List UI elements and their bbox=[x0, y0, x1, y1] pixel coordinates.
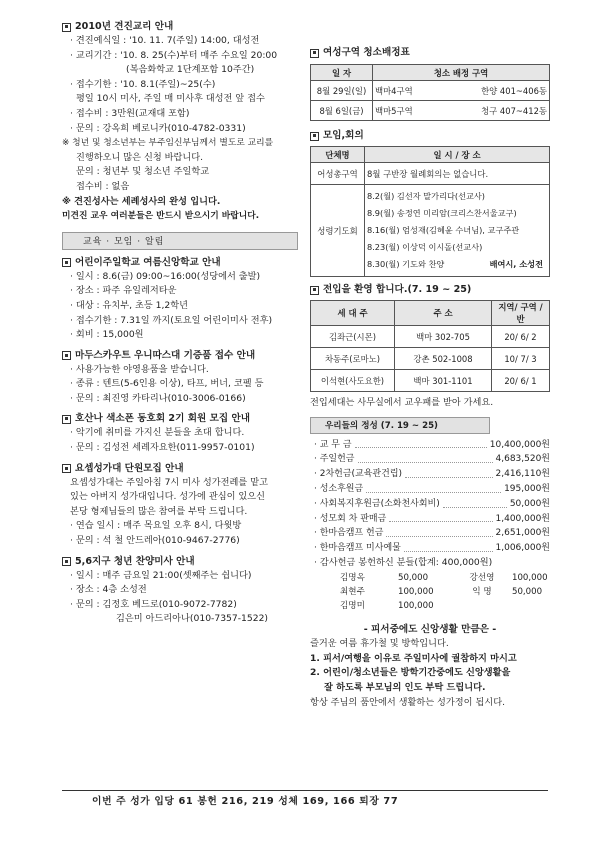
confirmation-line: ※ 청년 및 청소년부는 부주임신부님께서 별도로 교리를 bbox=[62, 138, 274, 149]
offering-row bbox=[310, 497, 550, 512]
offering-label: · 한마음캠프 미사예물 bbox=[314, 543, 401, 554]
welcome-title bbox=[310, 283, 550, 297]
table-header: 청소 배정 구역 bbox=[373, 65, 550, 81]
offering-label: · 한마음캠프 헌금 bbox=[314, 528, 384, 539]
scout-title bbox=[62, 349, 298, 363]
meetings-title bbox=[310, 129, 550, 143]
offering-label: · 2차헌금(교육관건립) bbox=[314, 469, 403, 480]
confirmation-note: ※ 견진성사는 세례성사의 완성 입니다. bbox=[62, 195, 221, 207]
confirmation-line: (복음화학교 1단계포함 10주간) bbox=[126, 64, 255, 76]
donor-amount: 50,000 bbox=[398, 572, 429, 583]
kids-camp-line: · 접수기한 : 7.31일 까지(토요일 어린이미사 전후) bbox=[70, 314, 273, 326]
table-header: 일 시 / 장 소 bbox=[365, 147, 550, 163]
square-bullet-icon bbox=[62, 464, 71, 473]
table-cell: 백마4구역 bbox=[373, 81, 439, 101]
table-cell: 어성총구역 bbox=[311, 163, 365, 185]
vacation-item: 1. 피서/여행을 이유로 주일미사에 궐참하지 마시고 bbox=[310, 652, 517, 664]
table-cell: 청구 407~412동 bbox=[439, 101, 550, 121]
table-header: 지역/ 구역 / 반 bbox=[492, 301, 550, 326]
schedule-item: 8.16(월) 엄성재(김혜윤 수녀님), 교구주관 bbox=[367, 225, 520, 235]
offering-amount: 10,400,000원 bbox=[489, 439, 550, 450]
youth-line: · 일시 : 매주 금요일 21:00(셋째주는 쉽니다) bbox=[70, 569, 252, 581]
table-cell: 8월 구반장 월례회의는 없습니다. bbox=[365, 163, 550, 185]
choir-line: 있는 아버지 성가대입니다. 성가에 관심이 있으신 bbox=[70, 491, 266, 503]
offering-amount: 195,000원 bbox=[504, 483, 550, 494]
table-header: 주 소 bbox=[395, 301, 492, 326]
offering-amount: 4,683,520원 bbox=[495, 454, 550, 465]
table-header: 세 대 주 bbox=[311, 301, 395, 326]
offering-row bbox=[310, 467, 550, 482]
confirmation-line: · 견진예식일 : '10. 11. 7(주일) 14:00, 대성전 bbox=[70, 35, 260, 46]
vacation-closing: 항상 주님의 품안에서 생활하는 성가정이 됩시다. bbox=[310, 696, 506, 708]
square-bullet-icon bbox=[310, 132, 319, 141]
table-header: 단체명 bbox=[311, 147, 365, 163]
offering-label: · 주일헌금 bbox=[314, 454, 355, 465]
confirmation-line: · 문의 : 강옥희 베로니카(010-4782-0331) bbox=[70, 122, 246, 134]
offering-row bbox=[310, 512, 550, 527]
table-cell: 백마5구역 bbox=[373, 101, 439, 121]
offering-row bbox=[310, 452, 550, 467]
donor-amount bbox=[512, 599, 568, 613]
sax-title-text: 호산나 색소폰 동호회 2기 회원 모집 안내 bbox=[75, 413, 250, 425]
offering-row bbox=[310, 438, 550, 453]
table-cell: 강촌 502-1008 bbox=[395, 348, 492, 370]
donor-name: 강선영 bbox=[469, 572, 495, 583]
schedule-last-row bbox=[367, 256, 547, 273]
donor-name: 김명미 bbox=[340, 600, 365, 611]
choir-line: · 문의 : 석 철 안드레아(010-9467-2776) bbox=[70, 535, 240, 547]
choir-title-text: 요셉성가대 단원모집 안내 bbox=[75, 462, 184, 474]
dot-leader bbox=[405, 467, 492, 478]
welcome-table bbox=[310, 300, 550, 392]
donor-amount: 50,000 bbox=[512, 586, 543, 597]
youth-title bbox=[62, 555, 298, 569]
choir-title bbox=[62, 462, 298, 476]
scout-title-text: 마두스카우트 우니따스대 기증품 접수 안내 bbox=[75, 349, 256, 361]
kids-camp-title bbox=[62, 256, 298, 270]
table-cell: 이석현(사도요한) bbox=[311, 370, 395, 392]
kids-camp-line: · 대상 : 유치부, 초등 1,2학년 bbox=[70, 299, 189, 311]
table-cell: 8월 29일(일) bbox=[311, 81, 373, 101]
table-cell: 8월 6일(금) bbox=[311, 101, 373, 121]
confirmation-line: 평일 10시 미사, 주일 매 미사후 대성전 앞 접수 bbox=[76, 93, 265, 105]
dot-leader bbox=[386, 526, 492, 537]
donor-name: 김명옥 bbox=[340, 572, 365, 583]
offerings-band: 우리들의 정성 (7. 19 ~ 25) bbox=[310, 417, 490, 434]
table-cell: 20/ 6/ 1 bbox=[492, 370, 550, 392]
vacation-item: 잘 하도록 부모님의 인도 부탁 드립니다. bbox=[324, 681, 486, 693]
schedule-item: 8.2(월) 김선자 말가리다(선교사) bbox=[367, 191, 486, 201]
confirmation-line: · 교리기간 : '10. 8. 25(수)부터 매주 수요일 20:00 bbox=[70, 49, 278, 61]
offering-label: · 성모회 차 판매금 bbox=[314, 513, 387, 524]
choir-line: · 연습 일시 : 매주 목요일 오후 8시, 다윗방 bbox=[70, 520, 242, 532]
scout-line: · 사용가능한 야영용품을 받습니다. bbox=[70, 363, 209, 375]
schedule-item: 8.30(월) 기도와 찬양 bbox=[367, 259, 445, 269]
confirmation-line: · 접수비 : 3만원(교재대 포함) bbox=[70, 107, 190, 119]
offering-row bbox=[310, 541, 550, 556]
table-cell: 한양 401~406동 bbox=[439, 81, 550, 101]
kids-camp-line: · 회비 : 15,000원 bbox=[70, 329, 144, 341]
kids-camp-line: · 장소 : 파주 유일레저타운 bbox=[70, 285, 177, 297]
offering-label: · 사회복지후원금(소화천사회비) bbox=[314, 498, 440, 509]
offering-amount: 1,006,000원 bbox=[495, 543, 550, 554]
donor-amount: 100,000 bbox=[512, 572, 548, 583]
square-bullet-icon bbox=[62, 557, 71, 566]
dot-leader bbox=[355, 438, 487, 449]
confirmation-line: 문의 : 청년부 및 청소년 주일학교 bbox=[76, 166, 210, 178]
donor-grid bbox=[310, 571, 550, 613]
vacation-intro: 즐거운 여름 휴가철 및 방학입니다. bbox=[310, 638, 449, 650]
offering-amount: 2,651,000원 bbox=[495, 528, 550, 539]
offering-amount: 50,000원 bbox=[509, 498, 550, 509]
dot-leader bbox=[404, 541, 493, 552]
confirmation-line: 진행하오니 많은 신청 바랍니다. bbox=[76, 151, 204, 163]
offering-row bbox=[310, 482, 550, 497]
donor-amount: 100,000 bbox=[398, 586, 434, 597]
donor-name: 익 명 bbox=[472, 586, 492, 597]
scout-line: · 문의 : 최진영 카타리나(010-3006-0166) bbox=[70, 392, 246, 404]
donor-name: 최현주 bbox=[340, 586, 365, 597]
cleaning-table bbox=[310, 64, 550, 121]
offering-label: · 교 무 금 bbox=[314, 439, 352, 450]
donor-amount: 100,000 bbox=[398, 600, 434, 611]
vacation-item: 2. 어린이/청소년들은 방학기간중에도 신앙생활을 bbox=[310, 667, 511, 679]
offering-amount: 1,400,000원 bbox=[495, 513, 550, 524]
sax-title bbox=[62, 412, 298, 426]
cleaning-title-text: 여성구역 청소배정표 bbox=[323, 47, 410, 58]
table-cell: 성령기도회 bbox=[311, 185, 365, 277]
choir-line: 본당 형제님들의 많은 참여를 부탁 드립니다. bbox=[70, 505, 248, 517]
donation-title: · 감사헌금 봉헌하신 분들(합계: 400,000원) bbox=[314, 556, 493, 568]
sax-line: · 문의 : 김성전 세례자요한(011-9957-0101) bbox=[70, 442, 255, 454]
table-cell: 20/ 6/ 2 bbox=[492, 326, 550, 348]
dot-leader bbox=[358, 452, 493, 463]
table-cell: 김좌근(시몬) bbox=[311, 326, 395, 348]
kids-camp-line: · 일시 : 8.6(금) 09:00~16:00(성당에서 출발) bbox=[70, 270, 261, 282]
confirmation-line: · 접수기한 : '10. 8.1(주일)~25(수) bbox=[70, 78, 216, 90]
schedule-leaders: 배여시, 소성전 bbox=[489, 259, 543, 269]
donor-name bbox=[452, 599, 512, 613]
choir-line: 요셉성가대는 주일아침 7시 미사 성가전례를 맡고 bbox=[70, 476, 268, 488]
meetings-schedule bbox=[365, 185, 550, 277]
square-bullet-icon bbox=[310, 49, 319, 58]
table-cell: 차동주(로마노) bbox=[311, 348, 395, 370]
table-cell: 10/ 7/ 3 bbox=[492, 348, 550, 370]
square-bullet-icon bbox=[62, 23, 71, 32]
scout-line: · 종류 : 텐트(5-6인용 이상), 타프, 버너, 코펠 등 bbox=[70, 378, 264, 390]
youth-title-text: 5,6지구 청년 찬양미사 안내 bbox=[75, 555, 195, 567]
cleaning-title bbox=[310, 46, 550, 60]
sax-line: · 악기에 취미를 가지신 분들을 초대 합니다. bbox=[70, 427, 245, 439]
square-bullet-icon bbox=[310, 286, 319, 295]
table-header: 일 자 bbox=[311, 65, 373, 81]
left-column bbox=[62, 14, 298, 627]
schedule-item: 8.23(월) 이상덕 이시돌(선교사) bbox=[367, 242, 483, 252]
hymn-footer: 이번 주 성가 입당 61 봉헌 216, 219 성체 169, 166 퇴장 77 bbox=[92, 796, 399, 807]
square-bullet-icon bbox=[62, 258, 71, 267]
meetings-title-text: 모임,회의 bbox=[323, 130, 364, 141]
table-cell: 백마 302-705 bbox=[395, 326, 492, 348]
welcome-title-text: 전입을 환영 합니다.(7. 19 ~ 25) bbox=[323, 284, 472, 295]
kids-camp-title-text: 어린이주일학교 여름신앙학교 안내 bbox=[75, 256, 221, 268]
square-bullet-icon bbox=[62, 351, 71, 360]
education-band: 교육 · 모임 · 알림 bbox=[62, 232, 298, 250]
confirmation-title: 2010년 견진교리 안내 bbox=[75, 21, 174, 32]
square-bullet-icon bbox=[62, 415, 71, 424]
meetings-table bbox=[310, 146, 550, 277]
youth-line: · 문의 : 김정호 베드로(010-9072-7782) bbox=[70, 598, 237, 610]
footer-divider bbox=[62, 790, 548, 791]
vacation-title: - 피서중에도 신앙생활 만큼은 - bbox=[363, 623, 497, 635]
confirmation-section-title bbox=[62, 20, 298, 34]
offering-row bbox=[310, 526, 550, 541]
schedule-item: 8.9(월) 송정연 미리암(크리스찬서울교구) bbox=[367, 208, 517, 218]
confirmation-line: 접수비 : 없음 bbox=[76, 180, 130, 192]
youth-line: 김은미 아드리아나(010-7357-1522) bbox=[116, 613, 269, 625]
table-cell: 백마 301-1101 bbox=[395, 370, 492, 392]
dot-leader bbox=[443, 497, 507, 508]
offering-label: · 성소후원금 bbox=[314, 483, 364, 494]
confirmation-note: 미견진 교우 여러분들은 반드시 받으시기 바랍니다. bbox=[62, 211, 260, 222]
dot-leader bbox=[389, 512, 492, 523]
welcome-note: 전입세대는 사무실에서 교우패를 받아 가세요. bbox=[310, 397, 494, 408]
dot-leader bbox=[366, 482, 501, 493]
offering-amount: 2,416,110원 bbox=[495, 469, 550, 480]
youth-line: · 장소 : 4층 소성전 bbox=[70, 584, 147, 596]
right-column bbox=[310, 40, 550, 710]
